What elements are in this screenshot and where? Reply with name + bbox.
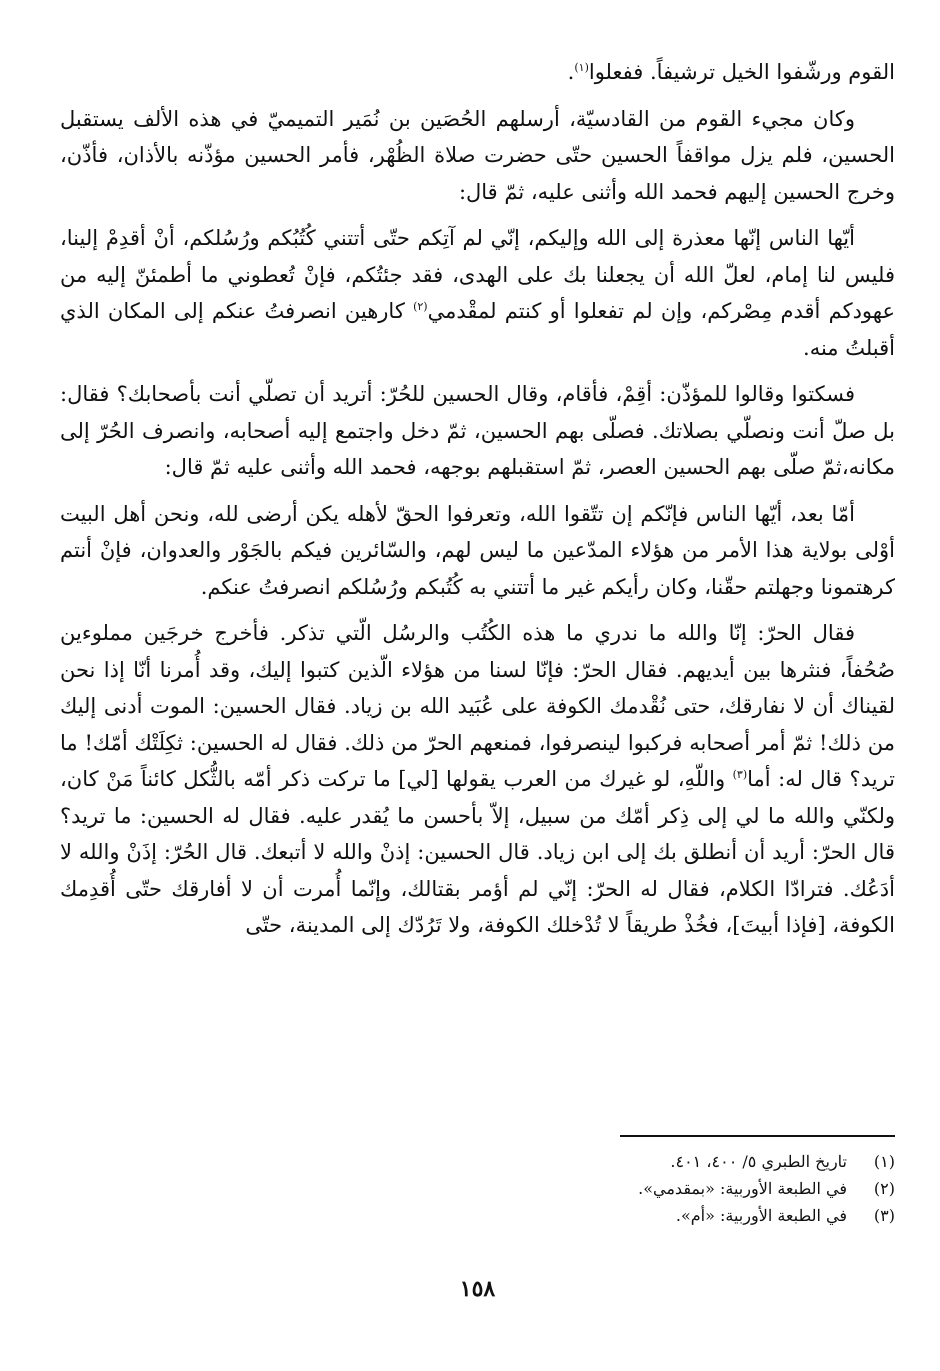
paragraph (60, 101, 895, 211)
footnote-number: (٢) (873, 1179, 895, 1198)
footnote-marker: (٣) (732, 768, 748, 781)
footnote-marker: (٢) (413, 300, 428, 313)
main-text (60, 54, 895, 944)
paragraph-text: القوم ورشّفوا الخيل ترشيفاً. ففعلوا (588, 60, 895, 84)
footnote (60, 1148, 895, 1175)
paragraph (60, 615, 895, 944)
footnote-text: في الطبعة الأوربية: «أم». (675, 1206, 847, 1225)
footnote-marker: (١) (574, 61, 589, 74)
paragraph-text: فسكتوا وقالوا للمؤذّن: أقِمْ، فأقام، وقال الحسين للحُرّ: أتريد أن تصلّي أنت بأصحابك؟ فقال: بل صلّ أنت ونصلّي بصلاتك. فصلّى بهم الحسين، ثمّ دخل واجتمع إليه أصحابه، وانصرف الحُرّ إلى مكانه،ثمّ صلّى بهم الحسين العصر، ثمّ استقبلهم بوجهه، فحمد الله وأثنى عليه ثمّ قال: (60, 382, 895, 479)
footnote-number: (٣) (873, 1206, 895, 1225)
paragraph-text: أيّها الناس إنّها معذرة إلى الله وإليكم، إنّي لم آتِكم حتّى أتتني كُتُبُكم ورُسُلكم، أنْ أقدِمْ إلينا، فليس لنا إمام، لعلّ الله أن يجعلنا بك على الهدى، فقد جئتُكم، فإنْ تُعطوني ما أطمئنّ إليه من عهودكم أقدم مِصْركم، وإن لم تفعلوا أو كنتم لمقْدمي (60, 226, 895, 323)
speech-paragraph (60, 496, 895, 606)
paragraph-text: . (567, 60, 575, 84)
paragraph-text: وكان مجيء القوم من القادسيّة، أرسلهم الحُصَين بن نُمَير التميميّ في هذه الألف يستقبل الحسين، فلم يزل مواقفاً الحسين حتّى حضرت صلاة الظُهْر، فأمر الحسين مؤذّنه بالأذان، فأذّن، وخرج الحسين إليهم فحمد الله وأثنى عليه، ثمّ قال: (60, 106, 895, 204)
footnotes (60, 1148, 895, 1229)
footnote-number: (١) (873, 1152, 895, 1171)
book-page (60, 40, 895, 1330)
footnote-text: في الطبعة الأوربية: «بمقدمي». (638, 1179, 847, 1198)
paragraph-text: فقال الحرّ: إنّا والله ما ندري ما هذه الكُتُب والرسُل الّتي تذكر. فأخرج خرجَين مملوءين صُحُفاً، فنثرها بين أيديهم. فقال الحرّ: فإنّا لسنا من هؤلاء الّذين كتبوا إليك، وقد أُمرنا أنّا إذا نحن لقيناك أن لا نفارقك، حتى نُقْدمك الكوفة على عُبَيد الله بن زياد. فقال الحسين: الموت أدنى إليك من ذلك! ثمّ أمر أصحابه فركبوا لينصرفوا، فمنعهم الحرّ من ذلك. فقال له الحسين: ثكِلَتْك أمّك! ما تريد؟ قال له: أما (60, 621, 895, 791)
footnote-text: تاريخ الطبري ٥/ ٤٠٠، ٤٠١. (670, 1152, 847, 1171)
footnote (60, 1175, 895, 1202)
paragraph (60, 54, 895, 91)
page-number: ١٥٨ (459, 1276, 496, 1302)
paragraph-text: أمّا بعد، أيّها الناس فإنّكم إن تتّقوا الله، وتعرفوا الحقّ لأهله يكن أرضى لله، ونحن أهل البيت أوْلى بولاية هذا الأمر من هؤلاء المدّعين ما ليس لهم، والسّائرين فيكم بالجَوْر والعدوان، فإنْ أنتم كرهتمونا وجهلتم حقّنا، وكان رأيكم غير ما أتتني به كُتُبكم ورُسُلكم انصرفتُ عنكم. (60, 501, 895, 599)
paragraph-text: واللّهِ، لو غيرك من العرب يقولها [لي] ما تركت ذكر أمّه بالثُّكل كائناً مَنْ كان، ولكنّي والله ما لي إلى ذِكر أمّك من سبيل، إلاّ بأحسن ما يُقدر عليه. فقال له الحسين: ما تريد؟ قال الحرّ: أريد أن أنطلق بك إلى ابن زياد. قال الحسين: إذنْ والله لا أتبعك. قال الحُرّ: إذَنْ والله لا أدَعُك. فترادّا الكلام، فقال له الحرّ: إنّي لم أؤمر بقتالك، وإنّما أُمرت أن لا أفارقك حتّى أُقدِمك الكوفة، [فإذا أبيتَ]، فخُذْ طريقاً لا تُدْخلك الكوفة، ولا تَرُدّك إلى المدينة، حتّى (60, 767, 895, 937)
footnote (60, 1202, 895, 1229)
footnote-divider (620, 1135, 895, 1137)
speech-paragraph (60, 220, 895, 366)
paragraph (60, 376, 895, 486)
paragraph-text: كارهين انصرفتُ عنكم إلى المكان الذي أقبلتُ منه. (60, 299, 895, 360)
